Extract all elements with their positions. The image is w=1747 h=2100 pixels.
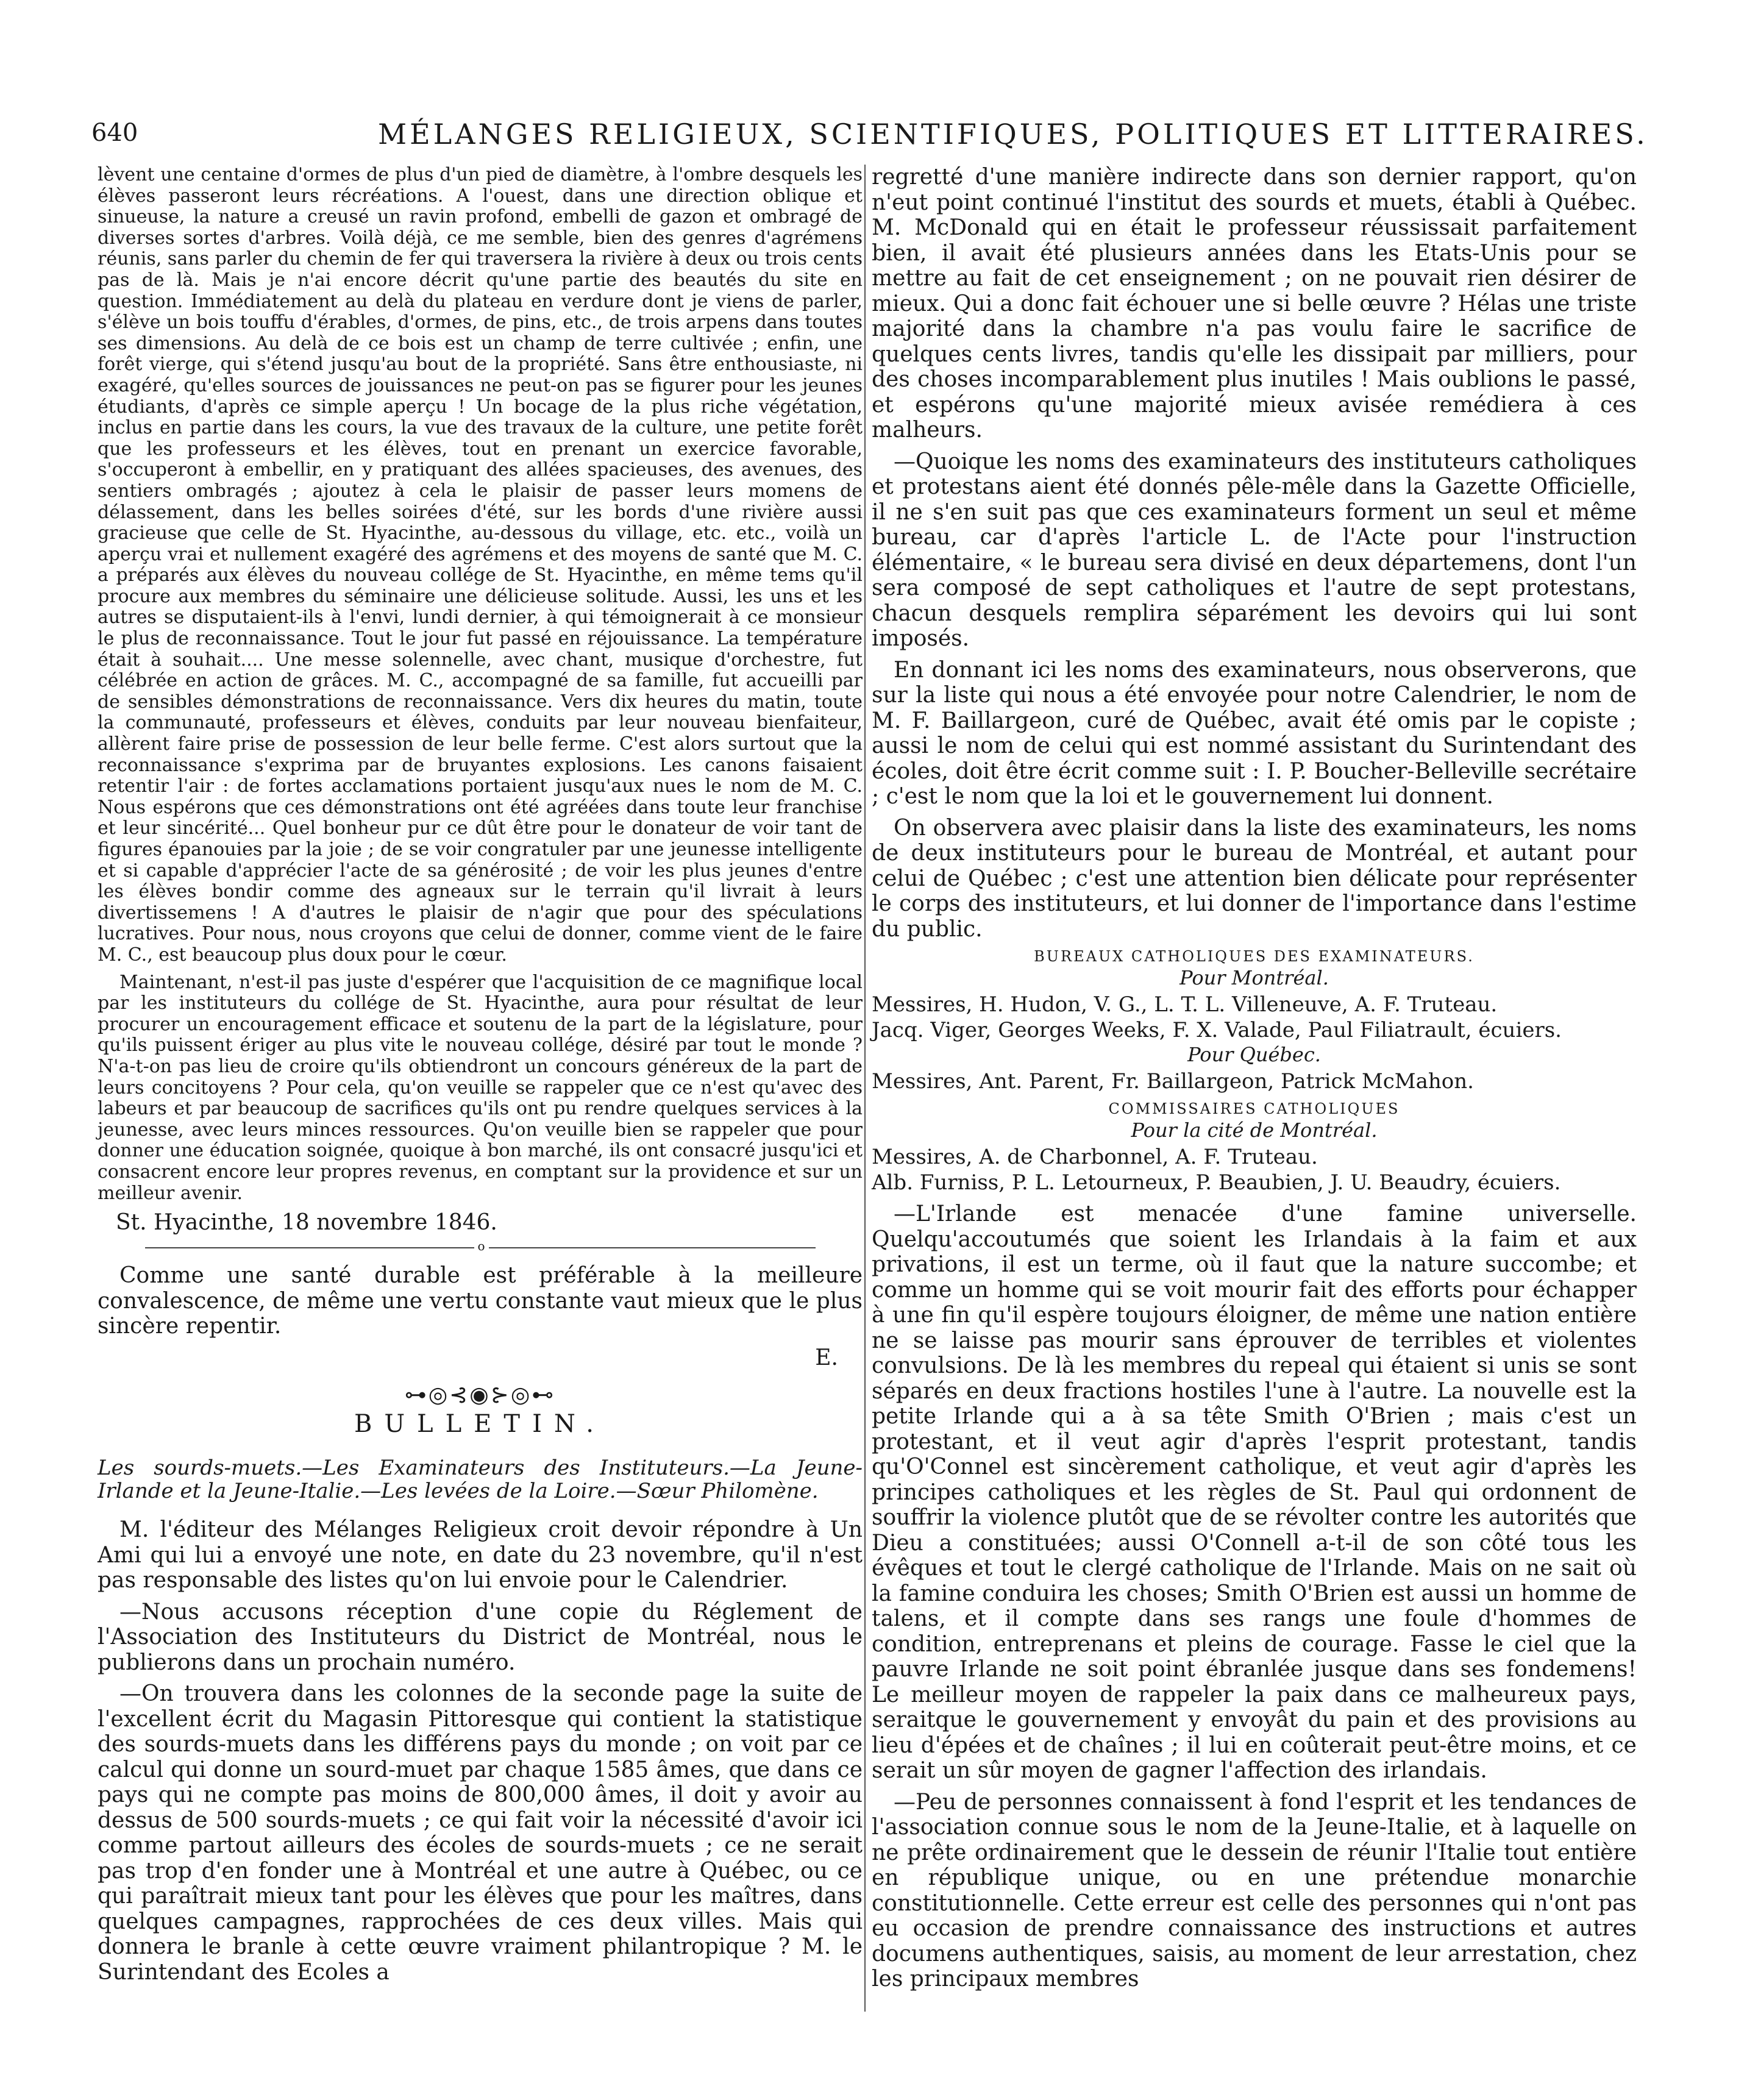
bureaux-heading: BUREAUX CATHOLIQUES DES EXAMINATEURS.	[1034, 948, 1475, 965]
page-number: 640	[91, 119, 138, 147]
article-paragraph: lèvent une centaine d'ormes de plus d'un pied de diamètre, à l'ombre desquels les élèves passeront leurs récréations. A l'ouest, dans une direction oblique et sinueuse, la nature a creusé un ravin profond, embelli de gazon et ombragé de diverses sortes d'arbres. Voilà déjà, ce me semble, bien des genres d'agrémens réunis, sans parler du chemin de fer qui traversera la rivière à deux ou trois cents pas de là. Mais je n'ai encore décrit qu'une partie des beautés du site en question. Immédiatement au delà du plateau en verdure dont je viens de parler, s'élève un bois touffu d'érables, d'ormes, de pins, etc., de trois arpens dans toutes ses dimensions. Au delà de ce bois est un champ de terre cultivée ; enfin, une forêt vierge, qui s'étend jusqu'au bout de la propriété. Sans être enthousiaste, ni exagéré, qu'elles sources de jouissances ne peut-on pas se figurer pour les jeunes étudiants, d'après ce simple aperçu ! Un bocage de la plus riche végétation, inclus en partie dans les cours, la vue des travaux de la culture, une petite forêt que les professeurs et les élèves, tout en prenant un exercice favorable, s'occuperont à embellir, en y pratiquant des allées spacieuses, des avenues, des sentiers ombragés ; ajoutez à cela le plaisir de passer leurs momens de délassement, dans les belles soirées d'été, sur les bords d'une rivière aussi gracieuse que celle de St. Hyacinthe, au-dessous du village, etc. etc., voilà un aperçu vrai et nullement exagéré des agrémens et des moyens de santé que M. C. a préparés aux élèves du nouveau collége de St. Hyacinthe, en même tems qu'il procure aux membres du séminaire une délicieuse solitude. Aussi, les uns et les autres se disputaient-ils à l'envi, lundi dernier, à qui témoignerait à ce monsieur le plus de reconnaissance. Tout le jour fut passé en réjouissance. La température était à souhait.... Une messe solennelle, avec chant, musique d'orchestre, fut célébrée en action de grâces. M. C., accompagné de sa famille, fut accueilli par de sensibles démonstrations de reconnaissance. Vers dix heures du matin, toute la communauté, professeurs et élèves, conduits par leur nouveau bienfaiteur, allèrent faire prise de possession de leur belle ferme. C'est alors surtout que la reconnaissance s'exprima par de bruyantes explosions. Les canons faisaient retentir l'air : de fortes acclamations portaient jusqu'aux nues le nom de M. C. Nous espérons que ces démonstrations ont été agréées dans toute leur franchise et leur sincérité... Quel bonheur pur ce dût être pour le donateur de voir tant de figures épanouies par la joie ; de se voir congratuler par une jeunesse intelligente et si capable d'apprécier l'acte de sa générosité ; de voir les plus jeunes d'entre les élèves bondir comme des agneaux sur le terrain qu'il livrait à leurs divertissemens ! A d'autres le plaisir de n'agir que pour des spéculations lucratives. Pour nous, nous croyons que celui de donner, comme vient de le faire M. C., est beaucoup plus doux pour le cœur.	[98, 164, 863, 966]
bulletin-paragraph: M. l'éditeur des Mélanges Religieux croit devoir répondre à Un Ami qui lui a envoyé une note, en date du 23 novembre, qu'il n'est pas responsable des listes qu'on lui envoie pour le Calendrier.	[98, 1517, 863, 1593]
examiner-names: Messires, Ant. Parent, Fr. Baillargeon, Patrick McMahon.	[872, 1069, 1474, 1094]
montreal-subheading: Pour Montréal.	[1179, 966, 1329, 989]
bulletin-summary: Les sourds-muets.—Les Examinateurs des Instituteurs.—La Jeune-Irlande et la Jeune-Italie.—Les levées de la Loire.—Sœur Philomène.	[98, 1456, 863, 1504]
article-paragraph: Maintenant, n'est-il pas juste d'espérer que l'acquisition de ce magnifique local par les instituteurs du collége de St. Hyacinthe, aura pour résultat de leur procurer un encouragement efficace et soutenu de la part de la législature, pour qu'ils puissent ériger au plus vite le nouveau collége, désiré par tout le monde ? N'a-t-on pas lieu de croire qu'ils obtiendront un concours généreux de la part de leurs concitoyens ? Pour cela, qu'on veuille se rappeler que ce n'est qu'avec des labeurs et par beaucoup de sacrifices qu'ils ont pu rendre quelques services à la jeunesse, avec leurs minces ressources. Qu'on veuille bien se rappeler que pour donner une éducation soignée, quoique à bon marché, ils ont consacré jusqu'ici et consacrent encore leur propres revenus, en comptant sur la providence et sur un meilleur avenir.	[98, 971, 863, 1204]
article-paragraph: —Peu de personnes connaissent à fond l'esprit et les tendances de l'association connue sous le nom de la Jeune-Italie, et à laquelle on ne prête ordinairement que le dessein de réunir l'Italie tout entière en république unique, ou en une prétendue monarchie constitutionnelle. Cette erreur est celle des personnes qui n'ont pas eu occasion de prendre connaissance des instructions et autres documens authentiques, saisis, au moment de leur arrestation, chez les principaux membres	[872, 1789, 1637, 1991]
bulletin-paragraph: —On trouvera dans les colonnes de la seconde page la suite de l'excellent écrit du Magasin Pittoresque qui contient la statistique des sourds-muets dans les différens pays du monde ; on voit par ce calcul qui donne un sourd-muet par chaque 1585 âmes, que dans ce pays qui ne compte pas moins de 800,000 âmes, il doit y avoir au dessus de 500 sourds-muets ; ce qui fait voir la nécessité d'avoir ici comme partout ailleurs des écoles de sourds-muets ; ce ne serait pas trop d'en fonder une à Montréal et une autre à Québec, ou ce qui paraîtrait mieux tant pour les élèves que pour les maîtres, dans quelques campagnes, rapprochées de ces deux villes. Mais qui donnera le branle à cette œuvre vraiment philantropique ? M. le Surintendant des Ecoles a	[98, 1681, 863, 1985]
article-paragraph: —L'Irlande est menacée d'une famine universelle. Quelqu'accoutumés que soient les Irlandais à la faim et aux privations, il est un terme, où il faut que la nature succombe; et comme un homme qui se voit mourir fait des efforts pour échapper à une fin qu'il espère toujours éloigner, de même une nation entière ne se laisse pas mourir sans éprouver de terribles et violentes convulsions. De là les membres du repeal qui étaient si unis se sont séparés en deux fractions hostiles l'une à l'autre. La nouvelle est la petite Irlande qui a à sa tête Smith O'Brien ; mais c'est un protestant, et il veut agir d'après l'esprit protestant, tandis qu'O'Connel est sincèrement catholique, et veut agir d'après les principes catholiques et les règles de St. Paul qui ordonnent de souffrir la violence plutôt que de se révolter contre les autorités que Dieu a constituées; aussi O'Connell a-t-il de son côté tous les évêques et tout le clergé catholique de l'Irlande. Mais on ne sait où la famine conduira les choses; Smith O'Brien est aussi un homme de talens, et il compte dans ses rangs une foule d'hommes de condition, entreprenans et pleins de courage. Fasse le ciel que la pauvre Irlande ne soit point ébranlée jusque dans ses fondemens! Le meilleur moyen de rappeler la paix dans ce malheureux pays, seraitque le gouvernement y envoyât du pain et des provisions au lieu d'épées et de chaînes ; il lui en coûterait peut-être moins, et ce serait un sûr moyen de gagner l'affection des irlandais.	[872, 1201, 1637, 1783]
commissioner-names: Messires, A. de Charbonnel, A. F. Truteau.	[872, 1145, 1318, 1169]
page-header	[91, 113, 1664, 168]
ornament-divider: ⊶◎⊰◉⊱◎⊷	[404, 1383, 556, 1408]
article-paragraph: —Quoique les noms des examinateurs des instituteurs catholiques et protestans aient été donnés pêle-mêle dans la Gazette Officielle, il ne s'en suit pas que ces examinateurs forment un seul et même bureau, car d'après l'article L. de l'Acte pour l'instruction élémentaire, « le bureau sera divisé en deux départemens, dont l'un sera composé de sept catholiques et l'autre de sept protestans, chacun desquels remplira séparément les devoirs qui lui sont imposés.	[872, 449, 1637, 651]
examiner-names: Jacq. Viger, Georges Weeks, F. X. Valade, Paul Filiatrault, écuiers.	[872, 1018, 1562, 1042]
bulletin-heading: BULLETIN.	[354, 1410, 607, 1439]
maxim-text: Comme une santé durable est préférable à la meilleure convalescence, de même une vertu constante vaut mieux que le plus sincère repentir.	[98, 1263, 863, 1339]
bulletin-paragraph: —Nous accusons réception d'une copie du Réglement de l'Association des Instituteurs du District de Montréal, nous le publierons dans un prochain numéro.	[98, 1599, 863, 1675]
maxim-signature: E.	[815, 1345, 838, 1370]
article-paragraph: regretté d'une manière indirecte dans son dernier rapport, qu'on n'eut point continué l'institut des sourds et muets, établi à Québec. M. McDonald qui en était le professeur réussissait parfaitement bien, il avait été plusieurs années dans les Etats-Unis pour se mettre au fait de cet enseignement ; on ne pouvait rien désirer de mieux. Qui a donc fait échouer une si belle œuvre ? Hélas une triste majorité dans la chambre n'a pas voulu faire le sacrifice de quelques cents livres, tandis qu'elle les dissipait par milliers, pour des choses incomparablement plus inutiles ! Mais oublions le passé, et espérons qu'une majorité mieux avisée remédiera à ces malheurs.	[872, 165, 1637, 443]
article-paragraph: On observera avec plaisir dans la liste des examinateurs, les noms de deux instituteurs pour le bureau de Montréal, et autant pour celui de Québec ; c'est une attention bien délicate pour représenter le corps des instituteurs, et lui donner de l'importance dans l'estime du public.	[872, 815, 1637, 942]
column-rule	[864, 165, 866, 2012]
running-title: MÉLANGES RELIGIEUX, SCIENTIFIQUES, POLITIQUES ET LITTERAIRES.	[378, 118, 1648, 151]
article-signature: St. Hyacinthe, 18 novembre 1846.	[116, 1210, 497, 1236]
left-column	[98, 165, 863, 1991]
examiner-names: Messires, H. Hudon, V. G., L. T. L. Villeneuve, A. F. Truteau.	[872, 992, 1498, 1017]
commissaires-heading: COMMISSAIRES CATHOLIQUES	[1108, 1100, 1400, 1117]
section-separator: o	[145, 1247, 816, 1248]
article-paragraph: En donnant ici les noms des examinateurs, nous observerons, que sur la liste qui nous a été envoyée pour notre Calendrier, le nom de M. F. Baillargeon, curé de Québec, avait été omis par le copiste ; aussi le nom de celui qui est nommé assistant du Surintendant des écoles, doit être écrit comme suit : I. P. Boucher-Belleville secrétaire ; c'est le nom que la loi et le gouvernement lui donnent.	[872, 657, 1637, 809]
quebec-subheading: Pour Québec.	[1187, 1043, 1321, 1066]
commissioner-names: Alb. Furniss, P. L. Letourneux, P. Beaubien, J. U. Beaudry, écuiers.	[872, 1170, 1561, 1195]
right-column	[872, 165, 1637, 1998]
cite-subheading: Pour la cité de Montréal.	[1131, 1119, 1378, 1142]
